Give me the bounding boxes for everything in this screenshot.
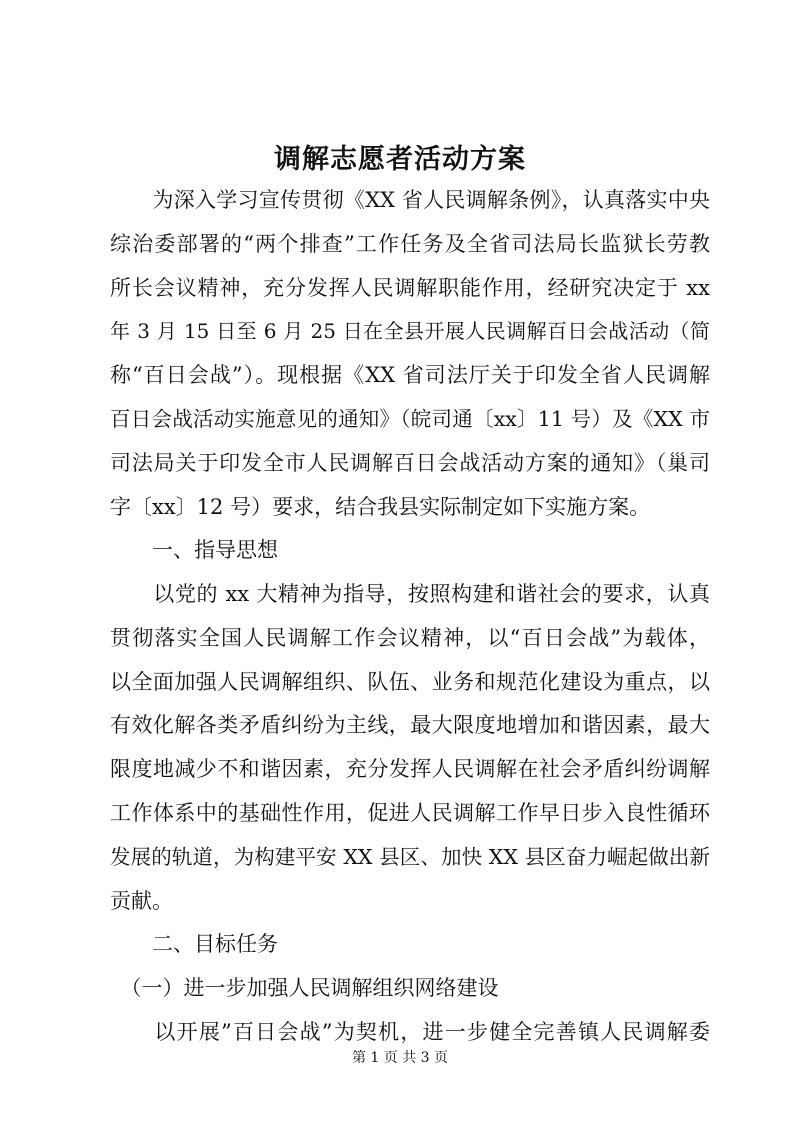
body-line: 所长会议精神，充分发挥人民调解职能作用，经研究决定于 xx xyxy=(110,276,710,300)
body-line: 综治委部署的“两个排查”工作任务及全省司法局长监狱长劳教 xyxy=(110,232,710,256)
section-heading-guiding-ideology: 一、指导思想 xyxy=(110,538,278,562)
body-line: 发展的轨道，为构建平安 XX 县区、加快 XX 县区奋力崛起做出新 xyxy=(110,845,710,869)
section-heading-goals: 二、目标任务 xyxy=(110,932,278,956)
body-line: 以全面加强人民调解组织、队伍、业务和规范化建设为重点，以 xyxy=(110,670,710,694)
body-line: 年 3 月 15 日至 6 月 25 日在全县开展人民调解百日会战活动（简 xyxy=(110,319,710,343)
page-footer: 第 1 页 共 3 页 xyxy=(351,1050,449,1066)
body-line: 限度地减少不和谐因素，充分发挥人民调解在社会矛盾纠纷调解 xyxy=(110,757,710,781)
body-line: 贯彻落实全国人民调解工作会议精神，以“百日会战”为载体， xyxy=(110,626,710,650)
body-line: 以开展”百日会战”为契机，进一步健全完善镇人民调解委 xyxy=(110,1020,710,1044)
body-line: 有效化解各类矛盾纠纷为主线，最大限度地增加和谐因素，最大 xyxy=(110,713,710,737)
body-line: 百日会战活动实施意见的通知》（皖司通〔xx〕11 号）及《XX 市 xyxy=(110,407,710,431)
body-line: 以党的 xx 大精神为指导，按照构建和谐社会的要求，认真 xyxy=(110,582,710,606)
body-line: 贡献。 xyxy=(110,889,173,913)
body-line: 司法局关于印发全市人民调解百日会战活动方案的通知》（巢司 xyxy=(110,451,710,475)
document-title: 调解志愿者活动方案 xyxy=(274,144,526,175)
body-line: 为深入学习宣传贯彻《XX 省人民调解条例》，认真落实中央 xyxy=(110,188,710,212)
subsection-heading-organization-network: （一）进一步加强人民调解组织网络建设 xyxy=(110,976,499,1000)
body-line: 工作体系中的基础性作用，促进人民调解工作早日步入良性循环 xyxy=(110,801,710,825)
body-line: 字〔xx〕12 号）要求，结合我县实际制定如下实施方案。 xyxy=(110,495,651,519)
body-line: 称“百日会战”）。现根据《XX 省司法厅关于印发全省人民调解 xyxy=(110,363,710,387)
